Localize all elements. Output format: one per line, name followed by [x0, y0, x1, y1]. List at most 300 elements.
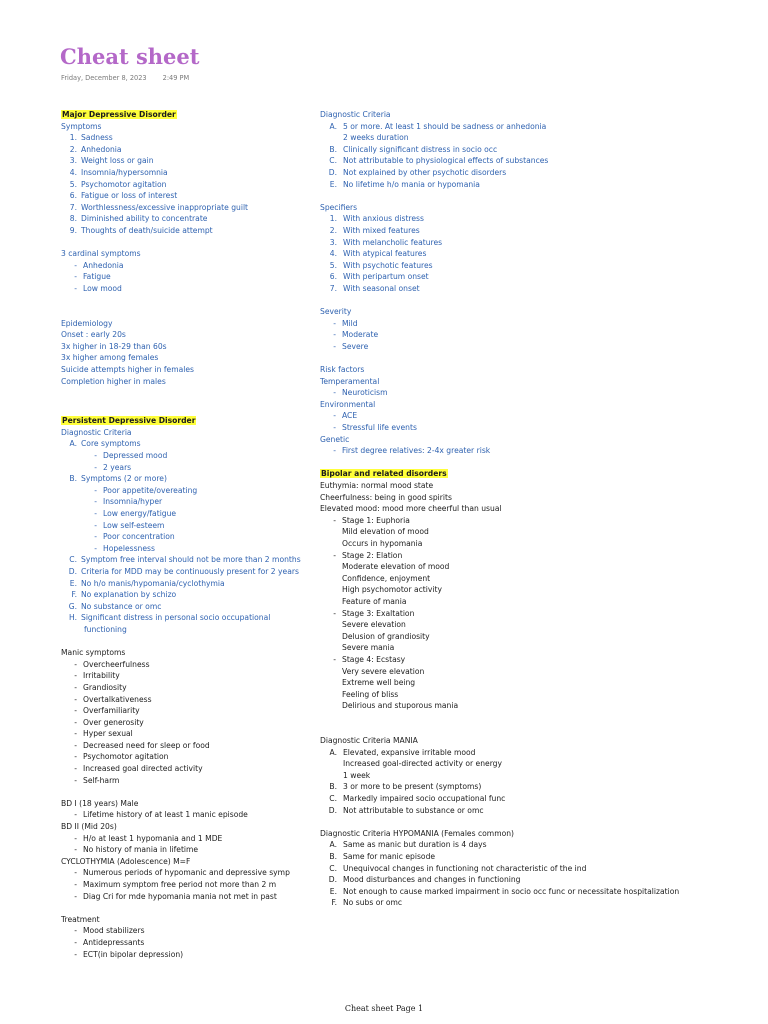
dash-marker: - — [333, 411, 336, 421]
list-item-text: No lifetime h/o mania or hypomania — [343, 179, 480, 189]
dash-marker: - — [74, 659, 77, 669]
list-item — [320, 886, 740, 898]
list-item — [61, 578, 311, 590]
list-item — [320, 271, 740, 283]
dash-marker: - — [333, 341, 336, 351]
pdd-h-cont: functioning — [84, 624, 127, 634]
dash-marker: - — [74, 671, 77, 681]
list-marker: 2. — [329, 225, 337, 235]
cardinal-list — [61, 260, 311, 295]
list-item-text: 1 week — [343, 770, 371, 780]
stage-line: Moderate elevation of mood — [342, 562, 450, 572]
list-item-text: No history of mania in lifetime — [83, 845, 199, 855]
right-column — [320, 109, 740, 909]
list-item — [320, 863, 740, 875]
list-marker: E. — [329, 179, 337, 189]
list-item-text: With atypical features — [343, 249, 427, 259]
dash-marker: - — [333, 608, 336, 618]
environmental-label: Environmental — [320, 399, 376, 409]
list-item — [320, 225, 740, 237]
list-item-text: Poor concentration — [103, 532, 175, 542]
dash-marker: - — [74, 283, 77, 293]
dash-marker: - — [74, 272, 77, 282]
list-item-text: Overcheerfulness — [83, 659, 150, 669]
list-item — [61, 728, 311, 740]
list-item — [61, 809, 311, 821]
list-item — [320, 167, 740, 179]
list-item — [61, 554, 311, 566]
list-item — [320, 318, 740, 330]
dash-marker: - — [333, 550, 336, 560]
list-item — [320, 132, 740, 144]
list-item-text: Hyper sexual — [83, 729, 133, 739]
symptoms-label: Symptoms — [61, 121, 102, 131]
mdd-heading: Major Depressive Disorder — [62, 110, 176, 119]
list-item-text: Insomnia/hypersomnia — [81, 167, 168, 177]
list-marker: 4. — [69, 167, 77, 177]
dash-marker: - — [333, 654, 336, 664]
list-item — [320, 793, 740, 805]
list-item-text: Diag Cri for mde hypomania mania not met in past — [83, 891, 277, 901]
list-item-text: Fatigue — [83, 272, 111, 282]
list-item-text: Worthlessness/excessive inappropriate guilt — [81, 202, 249, 212]
list-item — [61, 937, 311, 949]
list-item-text: Same as manic but duration is 4 days — [343, 840, 487, 850]
list-item — [61, 566, 311, 578]
list-marker: 3. — [69, 156, 77, 166]
dash-marker: - — [74, 260, 77, 270]
stage-line: Delusion of grandiosity — [342, 631, 430, 641]
list-item — [61, 879, 311, 891]
list-item-text: Mild — [342, 318, 358, 328]
page-footer: Cheat sheet Page 1 — [344, 1004, 424, 1013]
hypomania-label: Diagnostic Criteria HYPOMANIA (Females common) — [320, 828, 515, 838]
list-item-text: Criteria for MDD may be continuously present for 2 years — [81, 566, 299, 576]
list-item-text: 2 weeks duration — [343, 133, 409, 143]
list-item-text: Not attributable to physiological effects of substances — [343, 156, 549, 166]
dash-marker: - — [74, 694, 77, 704]
text-line: 3x higher among females — [61, 353, 159, 363]
list-marker: D. — [328, 805, 337, 815]
list-item — [61, 694, 311, 706]
left-column — [61, 109, 311, 960]
list-item-text: ACE — [342, 411, 358, 421]
list-item-text: 5 or more. At least 1 should be sadness or anhedonia — [343, 121, 547, 131]
stage-line: High psychomotor activity — [342, 585, 442, 595]
temperamental-list — [320, 387, 740, 399]
dash-marker: - — [333, 388, 336, 398]
list-item-text: Poor appetite/overeating — [103, 485, 198, 495]
dash-marker: - — [74, 845, 77, 855]
dash-marker: - — [333, 515, 336, 525]
list-marker: A. — [329, 121, 337, 131]
list-item — [81, 496, 311, 508]
bipolar-heading: Bipolar and related disorders — [321, 469, 447, 479]
list-item — [320, 387, 740, 399]
list-item-text: Stressful life events — [342, 423, 417, 433]
list-item-text: Thoughts of death/suicide attempt — [81, 225, 213, 235]
list-item — [320, 213, 740, 225]
dash-marker: - — [94, 462, 97, 472]
stage-title-text: Stage 1: Euphoria — [342, 515, 410, 525]
stage-line: Feature of mania — [342, 596, 407, 606]
list-item — [61, 225, 311, 237]
list-item-text: Moderate — [342, 330, 379, 340]
list-item-text: Anhedonia — [83, 260, 124, 270]
list-item-text: Antidepressants — [83, 937, 145, 947]
specifiers-list — [320, 213, 740, 294]
stage-line: Severe mania — [342, 643, 395, 653]
list-item — [320, 410, 740, 422]
list-item — [320, 155, 740, 167]
list-marker: G. — [68, 601, 77, 611]
mood-stages — [320, 515, 740, 712]
cyclothymia-list — [61, 867, 311, 902]
list-item-text: With psychotic features — [343, 260, 433, 270]
list-item — [320, 283, 740, 295]
list-item-text: 2 years — [103, 462, 132, 472]
list-marker — [320, 132, 343, 144]
list-marker — [320, 758, 343, 770]
list-item — [81, 485, 311, 497]
stage-line: Severe elevation — [342, 620, 406, 630]
stage-line: Confidence, enjoyment — [342, 573, 431, 583]
list-item — [61, 155, 311, 167]
list-item — [320, 341, 740, 353]
list-item-text: 3 or more to be present (symptoms) — [343, 782, 482, 792]
list-item-text: Symptom free interval should not be more than 2 months — [81, 555, 301, 565]
list-item-text: Diminished ability to concentrate — [81, 214, 208, 224]
bd1-list — [61, 809, 311, 821]
mdd-symptom-list — [61, 132, 311, 236]
dash-marker: - — [74, 868, 77, 878]
pdd-a-subs — [61, 450, 311, 473]
pdd-diag-label: Diagnostic Criteria — [61, 427, 132, 437]
list-item-text: Anhedonia — [81, 144, 122, 154]
text-line: Euthymia: normal mood state — [320, 481, 434, 490]
stage-title — [320, 515, 740, 527]
list-item — [320, 874, 740, 886]
list-marker: D. — [328, 167, 337, 177]
text-line: Elevated mood: mood more cheerful than usual — [320, 504, 502, 514]
list-item-text: Not attributable to substance or omc — [343, 805, 484, 815]
list-item — [61, 705, 311, 717]
list-marker: E. — [329, 886, 337, 896]
stage-line: Delirious and stuporous mania — [342, 701, 459, 711]
list-item — [81, 531, 311, 543]
risk-label: Risk factors — [320, 365, 365, 375]
list-marker: 9. — [69, 225, 77, 235]
list-item-text: Insomnia/hyper — [103, 497, 163, 507]
list-item — [320, 329, 740, 341]
dash-marker: - — [333, 423, 336, 433]
genetic-label: Genetic — [320, 434, 350, 444]
list-item — [81, 450, 311, 462]
epidemiology-block — [61, 318, 311, 388]
list-item-text: Elevated, expansive irritable mood — [343, 747, 476, 757]
pdd-b-subs — [61, 485, 311, 555]
list-item — [320, 839, 740, 851]
list-marker: 3. — [329, 237, 337, 247]
list-item-text: With melancholic features — [343, 237, 443, 247]
list-item — [61, 601, 311, 613]
list-item — [320, 260, 740, 272]
list-item-text: Unequivocal changes in functioning not characteristic of the ind — [343, 863, 587, 873]
dash-marker: - — [94, 543, 97, 553]
list-item-text: No substance or omc — [81, 601, 162, 611]
dash-marker: - — [94, 497, 97, 507]
list-item — [320, 897, 740, 909]
stage-line: Mild elevation of mood — [342, 527, 429, 537]
list-marker: C. — [329, 863, 337, 873]
list-item — [61, 167, 311, 179]
dash-marker: - — [94, 485, 97, 495]
manic-list — [61, 659, 311, 787]
list-item — [81, 543, 311, 555]
list-item-text: No explanation by schizo — [81, 590, 177, 600]
list-marker: D. — [328, 875, 337, 885]
list-marker: C. — [329, 794, 337, 804]
list-item-text: Maximum symptom free period not more than 2 m — [83, 880, 277, 889]
list-item — [320, 445, 740, 457]
list-item-text: Irritability — [83, 671, 120, 681]
list-marker: B. — [329, 144, 337, 154]
dash-marker: - — [74, 937, 77, 947]
list-item-text: Significant distress in personal socio occupational — [81, 613, 271, 623]
list-item — [320, 851, 740, 863]
list-item — [61, 949, 311, 961]
list-marker: 1. — [329, 214, 337, 224]
list-item-text: With seasonal onset — [343, 283, 420, 293]
list-marker: 5. — [329, 260, 337, 270]
specifiers-label: Specifiers — [320, 202, 358, 212]
list-item-text: With mixed features — [343, 225, 420, 235]
list-marker: C. — [329, 156, 337, 166]
stage-title-text: Stage 4: Ecstasy — [342, 654, 406, 664]
bd1-label: BD I (18 years) Male — [61, 798, 139, 808]
list-marker: 7. — [69, 202, 77, 212]
environmental-list — [320, 410, 740, 433]
dash-marker: - — [74, 891, 77, 901]
list-item — [61, 867, 311, 879]
list-item — [61, 717, 311, 729]
text-line: Suicide attempts higher in females — [61, 365, 195, 375]
text-line: Cheerfulness: being in good spirits — [320, 492, 452, 502]
list-item-text: Self-harm — [83, 775, 120, 785]
text-line: 3x higher in 18-29 than 60s — [61, 341, 167, 351]
pdd-criterion-a: A. Core symptoms — [69, 439, 141, 449]
date-text: Friday, December 8, 2023 — [61, 74, 147, 82]
dash-marker: - — [74, 740, 77, 750]
bipolar-lines — [320, 480, 740, 515]
list-item-text: Overfamiliarity — [83, 706, 140, 716]
pdd-criteria-rest — [61, 554, 311, 624]
cardinal-label: 3 cardinal symptoms — [61, 249, 141, 259]
dash-marker: - — [94, 532, 97, 542]
list-item — [61, 833, 311, 845]
list-item-text: Markedly impaired socio occupational func — [343, 794, 506, 804]
list-item-text: Low energy/fatigue — [103, 509, 177, 518]
list-item — [61, 763, 311, 775]
dash-marker: - — [94, 509, 97, 518]
list-item — [320, 747, 740, 759]
list-item — [61, 891, 311, 903]
stage-line: Very severe elevation — [342, 666, 425, 676]
dash-marker: - — [74, 764, 77, 774]
stage-title — [320, 654, 740, 666]
treatment-list — [61, 925, 311, 960]
mania-list — [320, 747, 740, 817]
list-item-text: Over generosity — [83, 717, 144, 727]
dash-marker: - — [74, 682, 77, 692]
page-title: Cheat sheet — [60, 44, 200, 69]
list-item — [320, 770, 740, 782]
list-marker: 1. — [69, 133, 77, 143]
list-marker: F. — [71, 590, 77, 600]
list-item-text: With peripartum onset — [343, 272, 429, 282]
list-item-text: Decreased need for sleep or food — [83, 740, 210, 750]
list-item-text: No h/o manis/hypomania/cyclothymia — [81, 578, 225, 588]
stage-title — [320, 608, 740, 620]
list-item-text: Same for manic episode — [343, 852, 436, 861]
list-marker: B. — [329, 852, 337, 861]
dash-marker: - — [74, 775, 77, 785]
list-item-text: Increased goal directed activity — [83, 764, 203, 774]
list-marker: B. — [329, 782, 337, 792]
list-item-text: Numerous periods of hypomanic and depressive symp — [83, 868, 290, 878]
list-marker: 4. — [329, 249, 337, 259]
list-item-text: Mood disturbances and changes in functioning — [343, 875, 521, 885]
hypomania-list — [320, 839, 740, 909]
list-item-text: ECT(in bipolar depression) — [83, 949, 184, 959]
time-text: 2:49 PM — [162, 74, 190, 82]
dash-marker: - — [74, 880, 77, 889]
list-item — [61, 132, 311, 144]
list-item — [81, 520, 311, 532]
pdd-heading: Persistent Depressive Disorder — [62, 416, 196, 426]
stage-line: Feeling of bliss — [342, 689, 399, 699]
list-item-text: Mood stabilizers — [83, 926, 145, 936]
list-item — [61, 179, 311, 191]
dash-marker: - — [74, 810, 77, 820]
temperamental-label: Temperamental — [320, 376, 380, 386]
list-item-text: Hopelessness — [103, 543, 155, 553]
dash-marker: - — [74, 706, 77, 716]
list-item — [61, 844, 311, 856]
list-item-text: Not enough to cause marked impairment in socio occ func or necessitate hospitalization — [343, 886, 680, 896]
list-marker: 5. — [69, 179, 77, 189]
severity-label: Severity — [320, 307, 352, 317]
text-line: Epidemiology — [61, 318, 113, 328]
list-marker: 8. — [69, 214, 77, 224]
mania-label: Diagnostic Criteria MANIA — [320, 736, 418, 746]
dash-marker: - — [74, 949, 77, 959]
dash-marker: - — [333, 330, 336, 340]
list-item — [61, 589, 311, 601]
list-item — [61, 202, 311, 214]
dash-marker: - — [74, 717, 77, 727]
list-item-text: With anxious distress — [343, 214, 424, 224]
list-item — [61, 740, 311, 752]
manic-label: Manic symptoms — [61, 648, 126, 658]
list-item — [320, 758, 740, 770]
stage-line: Occurs in hypomania — [342, 538, 423, 548]
list-item — [61, 751, 311, 763]
list-item — [320, 781, 740, 793]
list-item-text: Sadness — [81, 133, 113, 143]
list-marker: 6. — [69, 191, 77, 201]
list-item-text: Psychomotor agitation — [83, 752, 169, 762]
cyclothymia-label: CYCLOTHYMIA (Adolescence) M=F — [61, 856, 191, 866]
list-item — [61, 260, 311, 272]
dash-marker: - — [333, 446, 336, 456]
list-item — [81, 508, 311, 520]
list-item-text: Overtalkativeness — [83, 694, 152, 704]
treatment-label: Treatment — [61, 914, 100, 924]
dash-marker: - — [74, 729, 77, 739]
list-item-text: Low self-esteem — [103, 520, 165, 530]
list-item — [320, 237, 740, 249]
list-item-text: Psychomotor agitation — [81, 179, 167, 189]
list-item — [61, 682, 311, 694]
list-item — [81, 462, 311, 474]
list-item-text: Clinically significant distress in socio occ — [343, 144, 498, 154]
stage-title-text: Stage 3: Exaltation — [342, 608, 415, 618]
list-marker: E. — [69, 578, 77, 588]
text-line: Completion higher in males — [61, 376, 166, 386]
list-item — [320, 144, 740, 156]
dash-marker: - — [74, 752, 77, 762]
list-item — [320, 121, 740, 133]
dash-marker: - — [333, 318, 336, 328]
stage-line: Extreme well being — [342, 678, 416, 688]
list-item-text: Fatigue or loss of interest — [81, 191, 178, 201]
list-marker: F. — [331, 898, 337, 908]
list-item — [61, 144, 311, 156]
list-marker: 6. — [329, 272, 337, 282]
list-item — [320, 248, 740, 260]
list-marker: A. — [329, 840, 337, 850]
list-item-text: Depressed mood — [103, 451, 168, 461]
list-marker: H. — [69, 613, 77, 623]
list-marker: 2. — [69, 144, 77, 154]
bd2-list — [61, 833, 311, 856]
list-item — [61, 659, 311, 671]
list-item-text: Increased goal-directed activity or energy — [343, 759, 503, 769]
list-item-text: Severe — [342, 341, 369, 351]
dash-marker: - — [94, 520, 97, 530]
list-marker: D. — [68, 566, 77, 576]
list-item — [320, 805, 740, 817]
list-item-text: H/o at least 1 hypomania and 1 MDE — [83, 833, 223, 843]
list-marker: 7. — [329, 283, 337, 293]
mdd-diag-list — [320, 121, 740, 191]
list-item-text: Neuroticism — [342, 388, 388, 398]
list-item — [320, 179, 740, 191]
list-item — [61, 925, 311, 937]
text-line: Onset : early 20s — [61, 330, 126, 340]
bd2-label: BD II (Mid 20s) — [61, 822, 117, 832]
page-date — [61, 73, 205, 85]
list-item — [61, 775, 311, 787]
stage-title — [320, 550, 740, 562]
list-marker: C. — [69, 555, 77, 565]
list-item — [61, 283, 311, 295]
dash-marker: - — [94, 451, 97, 461]
list-item — [320, 422, 740, 434]
list-item-text: Not explained by other psychotic disorders — [343, 167, 507, 177]
severity-list — [320, 318, 740, 353]
